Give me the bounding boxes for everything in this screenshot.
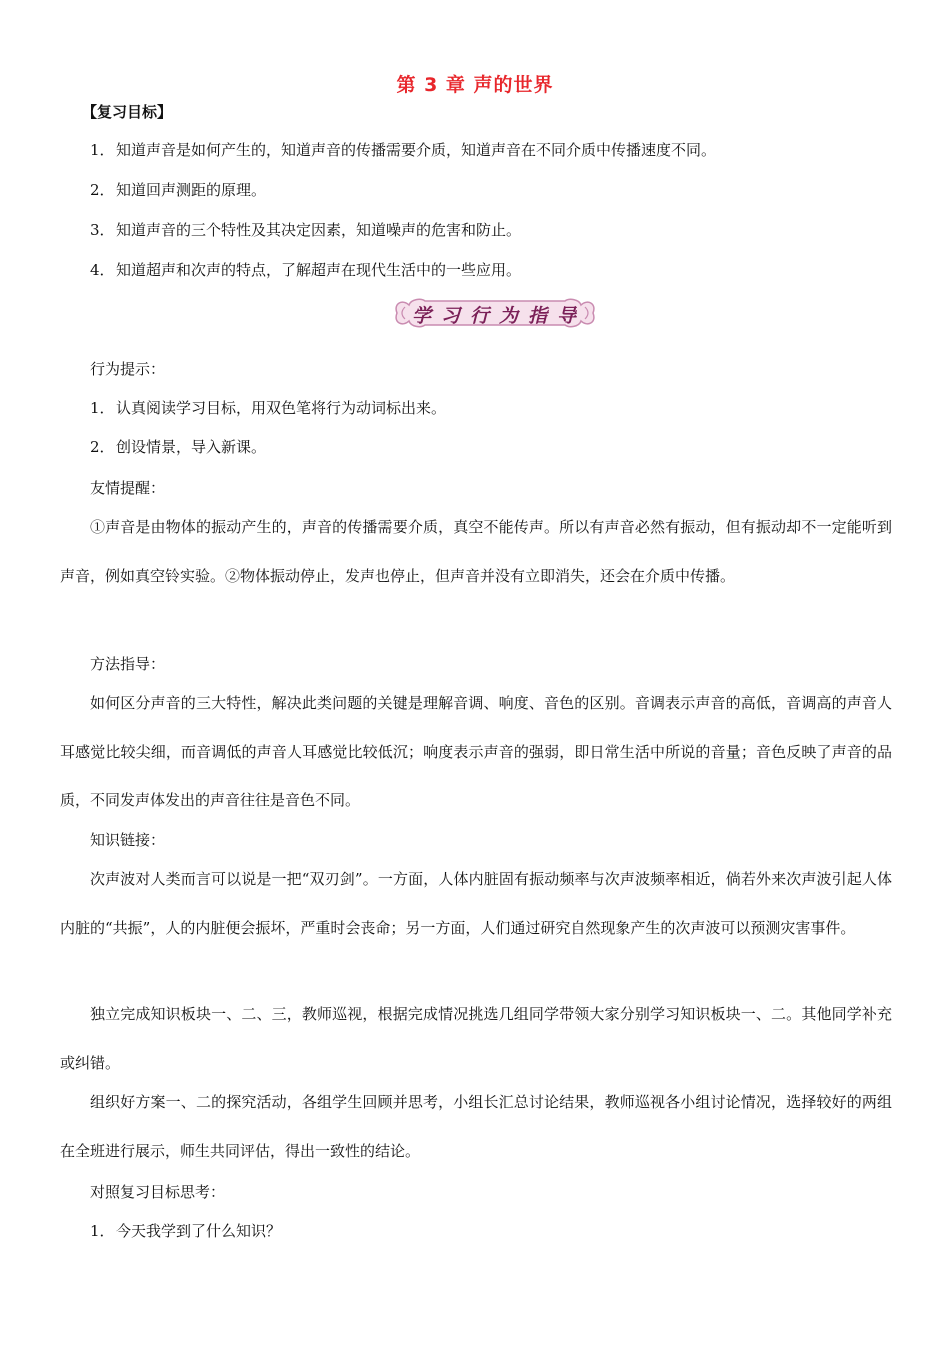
- independent-work-text: 独立完成知识板块一、二、三，教师巡视，根据完成情况挑选几组同学带领大家分别学习知识板块一、二。其他同学补充或纠错。: [60, 1005, 892, 1072]
- method-guide-text: 如何区分声音的三大特性，解决此类问题的关键是理解音调、响度、音色的区别。音调表示声音的高低，音调高的声音人耳感觉比较尖细，而音调低的声音人耳感觉比较低沉；响度表示声音的强弱，即日常生活中所说的音量；音色反映了声音的品质，不同发声体发出的声音往往是音色不同。: [60, 694, 892, 809]
- item-number: 2．: [90, 181, 115, 199]
- chapter-title: 第 3 章 声的世界: [396, 74, 554, 96]
- behavior-tips-label: 行为提示：: [90, 360, 166, 378]
- item-text: 创设情景，导入新课。: [116, 438, 267, 456]
- knowledge-link-text: 次声波对人类而言可以说是一把“双刃剑”。一方面，人体内脏固有振动频率与次声波频率相近，倘若外来次声波引起人体内脏的“共振”，人的内脏便会振坏，严重时会丧命；另一方面，人们通过研究自然现象产生的次声波可以预测灾害事件。: [60, 870, 892, 937]
- review-goals-heading: 【复习目标】: [82, 103, 173, 121]
- item-number: 1．: [90, 1222, 115, 1240]
- behavior-tip-item: [90, 398, 446, 418]
- review-goal-item: [90, 260, 521, 280]
- behavior-tip-item: [90, 437, 266, 457]
- method-guide-label: 方法指导：: [90, 655, 166, 673]
- item-number: 3．: [90, 221, 115, 239]
- item-text: 今天我学到了什么知识？: [116, 1222, 282, 1240]
- friendly-reminder-text: ①声音是由物体的振动产生的，声音的传播需要介质，真空不能传声。所以有声音必然有振动，但有振动却不一定能听到声音，例如真空铃实验。②物体振动停止，发声也停止，但声音并没有立即消失，还会在介质中传播。: [60, 518, 892, 585]
- banner-title: 学习行为指导: [411, 305, 586, 327]
- item-text: 知道声音是如何产生的，知道声音的传播需要介质，知道声音在不同介质中传播速度不同。: [116, 141, 717, 159]
- review-goal-item: [90, 140, 716, 160]
- review-goal-item: [90, 180, 266, 200]
- reflection-label: 对照复习目标思考：: [90, 1183, 226, 1201]
- review-goal-item: [90, 220, 521, 240]
- knowledge-link-label: 知识链接：: [90, 831, 166, 849]
- item-text: 知道超声和次声的特点，了解超声在现代生活中的一些应用。: [116, 261, 522, 279]
- item-number: 1．: [90, 141, 115, 159]
- friendly-reminder-label: 友情提醒：: [90, 479, 166, 497]
- study-guide-banner: [391, 295, 599, 331]
- item-number: 1．: [90, 399, 115, 417]
- item-number: 4．: [90, 261, 115, 279]
- item-number: 2．: [90, 438, 115, 456]
- reflection-item: [90, 1221, 281, 1241]
- item-text: 认真阅读学习目标，用双色笔将行为动词标出来。: [116, 399, 447, 417]
- item-text: 知道回声测距的原理。: [116, 181, 267, 199]
- item-text: 知道声音的三个特性及其决定因素，知道噪声的危害和防止。: [116, 221, 522, 239]
- group-activity-text: 组织好方案一、二的探究活动，各组学生回顾并思考，小组长汇总讨论结果，教师巡视各小组讨论情况，选择较好的两组在全班进行展示，师生共同评估，得出一致性的结论。: [60, 1093, 892, 1160]
